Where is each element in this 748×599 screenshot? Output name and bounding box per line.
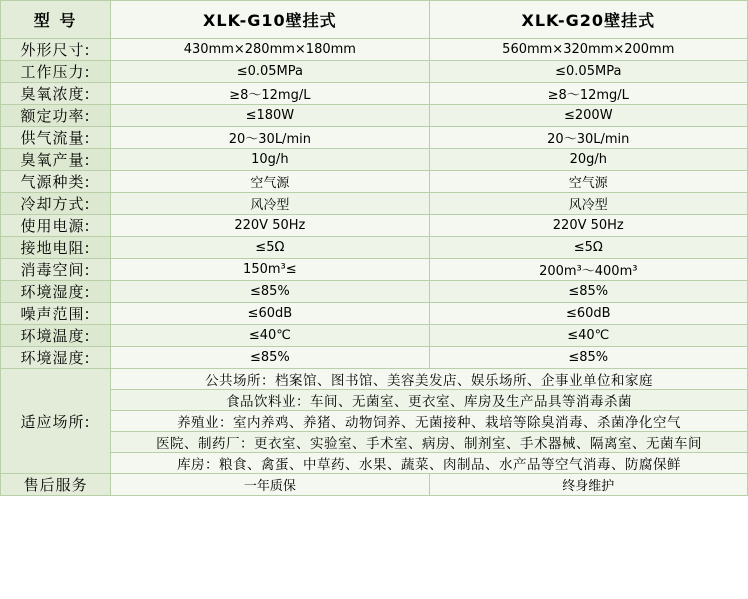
row-value-col2: ≤0.05MPa (429, 61, 747, 83)
row-value-col1: ≤5Ω (111, 237, 429, 259)
row-label: 外形尺寸: (1, 39, 111, 61)
table-row (1, 105, 748, 127)
table-row (1, 303, 748, 325)
header-model-col2: XLK-G20壁挂式 (429, 1, 747, 39)
row-label: 环境湿度: (1, 347, 111, 369)
applications-row (1, 453, 748, 474)
row-label: 环境温度: (1, 325, 111, 347)
application-item: 公共场所：档案馆、图书馆、美容美发店、娱乐场所、企事业单位和家庭 (111, 369, 748, 390)
row-label: 供气流量: (1, 127, 111, 149)
table-header-row (1, 1, 748, 39)
row-value-col1: ≥8～12mg/L (111, 83, 429, 105)
application-item: 食品饮料业：车间、无菌室、更衣室、库房及生产品具等消毒杀菌 (111, 390, 748, 411)
row-label: 臭氧浓度: (1, 83, 111, 105)
row-label: 消毒空间: (1, 259, 111, 281)
applications-row (1, 411, 748, 432)
row-value-col1: 20～30L/min (111, 127, 429, 149)
table-row (1, 61, 748, 83)
table-row (1, 215, 748, 237)
row-value-col2: ≤200W (429, 105, 747, 127)
table-row (1, 39, 748, 61)
service-value-col2: 终身维护 (429, 474, 747, 496)
row-label: 额定功率: (1, 105, 111, 127)
row-value-col1: 430mm×280mm×180mm (111, 39, 429, 61)
service-label: 售后服务 (1, 474, 111, 496)
table-row (1, 193, 748, 215)
applications-label: 适应场所: (1, 369, 111, 474)
row-value-col1: 10g/h (111, 149, 429, 171)
row-label: 接地电阻: (1, 237, 111, 259)
table-row (1, 83, 748, 105)
table-row (1, 325, 748, 347)
row-label: 冷却方式: (1, 193, 111, 215)
row-value-col2: ≤40℃ (429, 325, 747, 347)
row-value-col2: ≤85% (429, 281, 747, 303)
table-row (1, 237, 748, 259)
row-value-col1: 风冷型 (111, 193, 429, 215)
table-row (1, 171, 748, 193)
row-value-col2: 220V 50Hz (429, 215, 747, 237)
row-value-col2: 560mm×320mm×200mm (429, 39, 747, 61)
row-value-col2: 空气源 (429, 171, 747, 193)
row-value-col1: ≤85% (111, 347, 429, 369)
row-value-col1: 220V 50Hz (111, 215, 429, 237)
row-value-col2: 200m³～400m³ (429, 259, 747, 281)
service-value-col1: 一年质保 (111, 474, 429, 496)
row-value-col2: ≤60dB (429, 303, 747, 325)
row-value-col2: 20g/h (429, 149, 747, 171)
row-value-col2: 20～30L/min (429, 127, 747, 149)
row-value-col1: 150m³≤ (111, 259, 429, 281)
service-row (1, 474, 748, 496)
row-label: 工作压力: (1, 61, 111, 83)
row-label: 使用电源: (1, 215, 111, 237)
row-value-col1: ≤85% (111, 281, 429, 303)
row-value-col2: ≤85% (429, 347, 747, 369)
row-value-col1: ≤180W (111, 105, 429, 127)
row-value-col2: 风冷型 (429, 193, 747, 215)
applications-row (1, 432, 748, 453)
row-value-col2: ≤5Ω (429, 237, 747, 259)
table-row (1, 127, 748, 149)
row-value-col1: ≤40℃ (111, 325, 429, 347)
row-value-col1: ≤60dB (111, 303, 429, 325)
table-row (1, 149, 748, 171)
applications-row (1, 369, 748, 390)
table-body (1, 1, 748, 496)
row-label: 噪声范围: (1, 303, 111, 325)
header-model-label: 型 号 (1, 1, 111, 39)
table-row (1, 347, 748, 369)
application-item: 库房：粮食、禽蛋、中草药、水果、蔬菜、肉制品、水产品等空气消毒、防腐保鲜 (111, 453, 748, 474)
application-item: 医院、制药厂：更衣室、实验室、手术室、病房、制剂室、手术器械、隔离室、无菌车间 (111, 432, 748, 453)
header-model-col1: XLK-G10壁挂式 (111, 1, 429, 39)
application-item: 养殖业：室内养鸡、养猪、动物饲养、无菌接种、栽培等除臭消毒、杀菌净化空气 (111, 411, 748, 432)
row-label: 臭氧产量: (1, 149, 111, 171)
row-label: 气源种类: (1, 171, 111, 193)
row-label: 环境湿度: (1, 281, 111, 303)
row-value-col1: ≤0.05MPa (111, 61, 429, 83)
table-row (1, 259, 748, 281)
row-value-col2: ≥8～12mg/L (429, 83, 747, 105)
table-row (1, 281, 748, 303)
row-value-col1: 空气源 (111, 171, 429, 193)
applications-row (1, 390, 748, 411)
